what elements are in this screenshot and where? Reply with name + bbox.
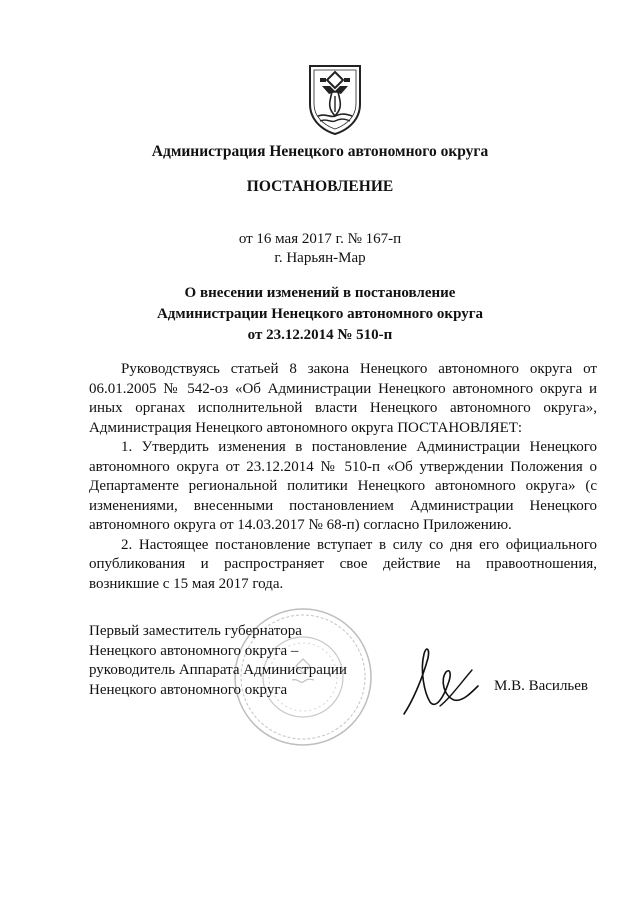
signer-position-line: Первый заместитель губернатора <box>89 623 302 639</box>
body-paragraph: 1. Утвердить изменения в постановление Администрации Ненецкого автономного округа от 23.12.2014 № 510-п «Об утверждении Положения о Департаменте региональной политики Ненецкого автономного округа» (с изменениями, внесенными постановлением Администрации Ненецкого автономного округа от 14.03.2017 № 68-п) согласно Приложению. <box>89 439 597 533</box>
subject-line: О внесении изменений в постановление <box>184 285 456 301</box>
subject-line: от 23.12.2014 № 510-п <box>247 327 393 343</box>
document-subject <box>0 283 640 346</box>
signer-position-line: руководитель Аппарата Администрации <box>89 662 347 678</box>
body-paragraph: Руководствуясь статьей 8 закона Ненецкого автономного округа от 06.01.2005 № 542-оз «Об Администрации Ненецкого автономного округа и иных органах исполнительной власти Ненецкого автономного округа», Администрация Ненецкого автономного округа ПОСТАНОВЛЯЕТ: <box>89 361 597 436</box>
date-number-line: от 16 мая 2017 г. № 167-п <box>238 231 402 247</box>
organization-title: Администрация Ненецкого автономного округа <box>151 143 489 160</box>
signature-block <box>89 622 347 700</box>
coat-of-arms-icon <box>306 60 364 136</box>
document-type: ПОСТАНОВЛЕНИЕ <box>246 178 394 195</box>
subject-line: Администрации Ненецкого автономного округа <box>156 306 484 322</box>
signer-name: М.В. Васильев <box>494 678 589 694</box>
signer-position-line: Ненецкого автономного округа – <box>89 642 299 659</box>
body-paragraph: 2. Настоящее постановление вступает в силу со дня его официального опубликования и распространяет свое действие на правоотношения, возникшие с 15 мая 2017 года. <box>89 536 597 592</box>
city-line: г. Нарьян-Мар <box>274 250 366 266</box>
signer-position-line: Ненецкого автономного округа <box>89 681 288 698</box>
document-body <box>89 360 597 594</box>
handwritten-signature <box>400 640 482 720</box>
